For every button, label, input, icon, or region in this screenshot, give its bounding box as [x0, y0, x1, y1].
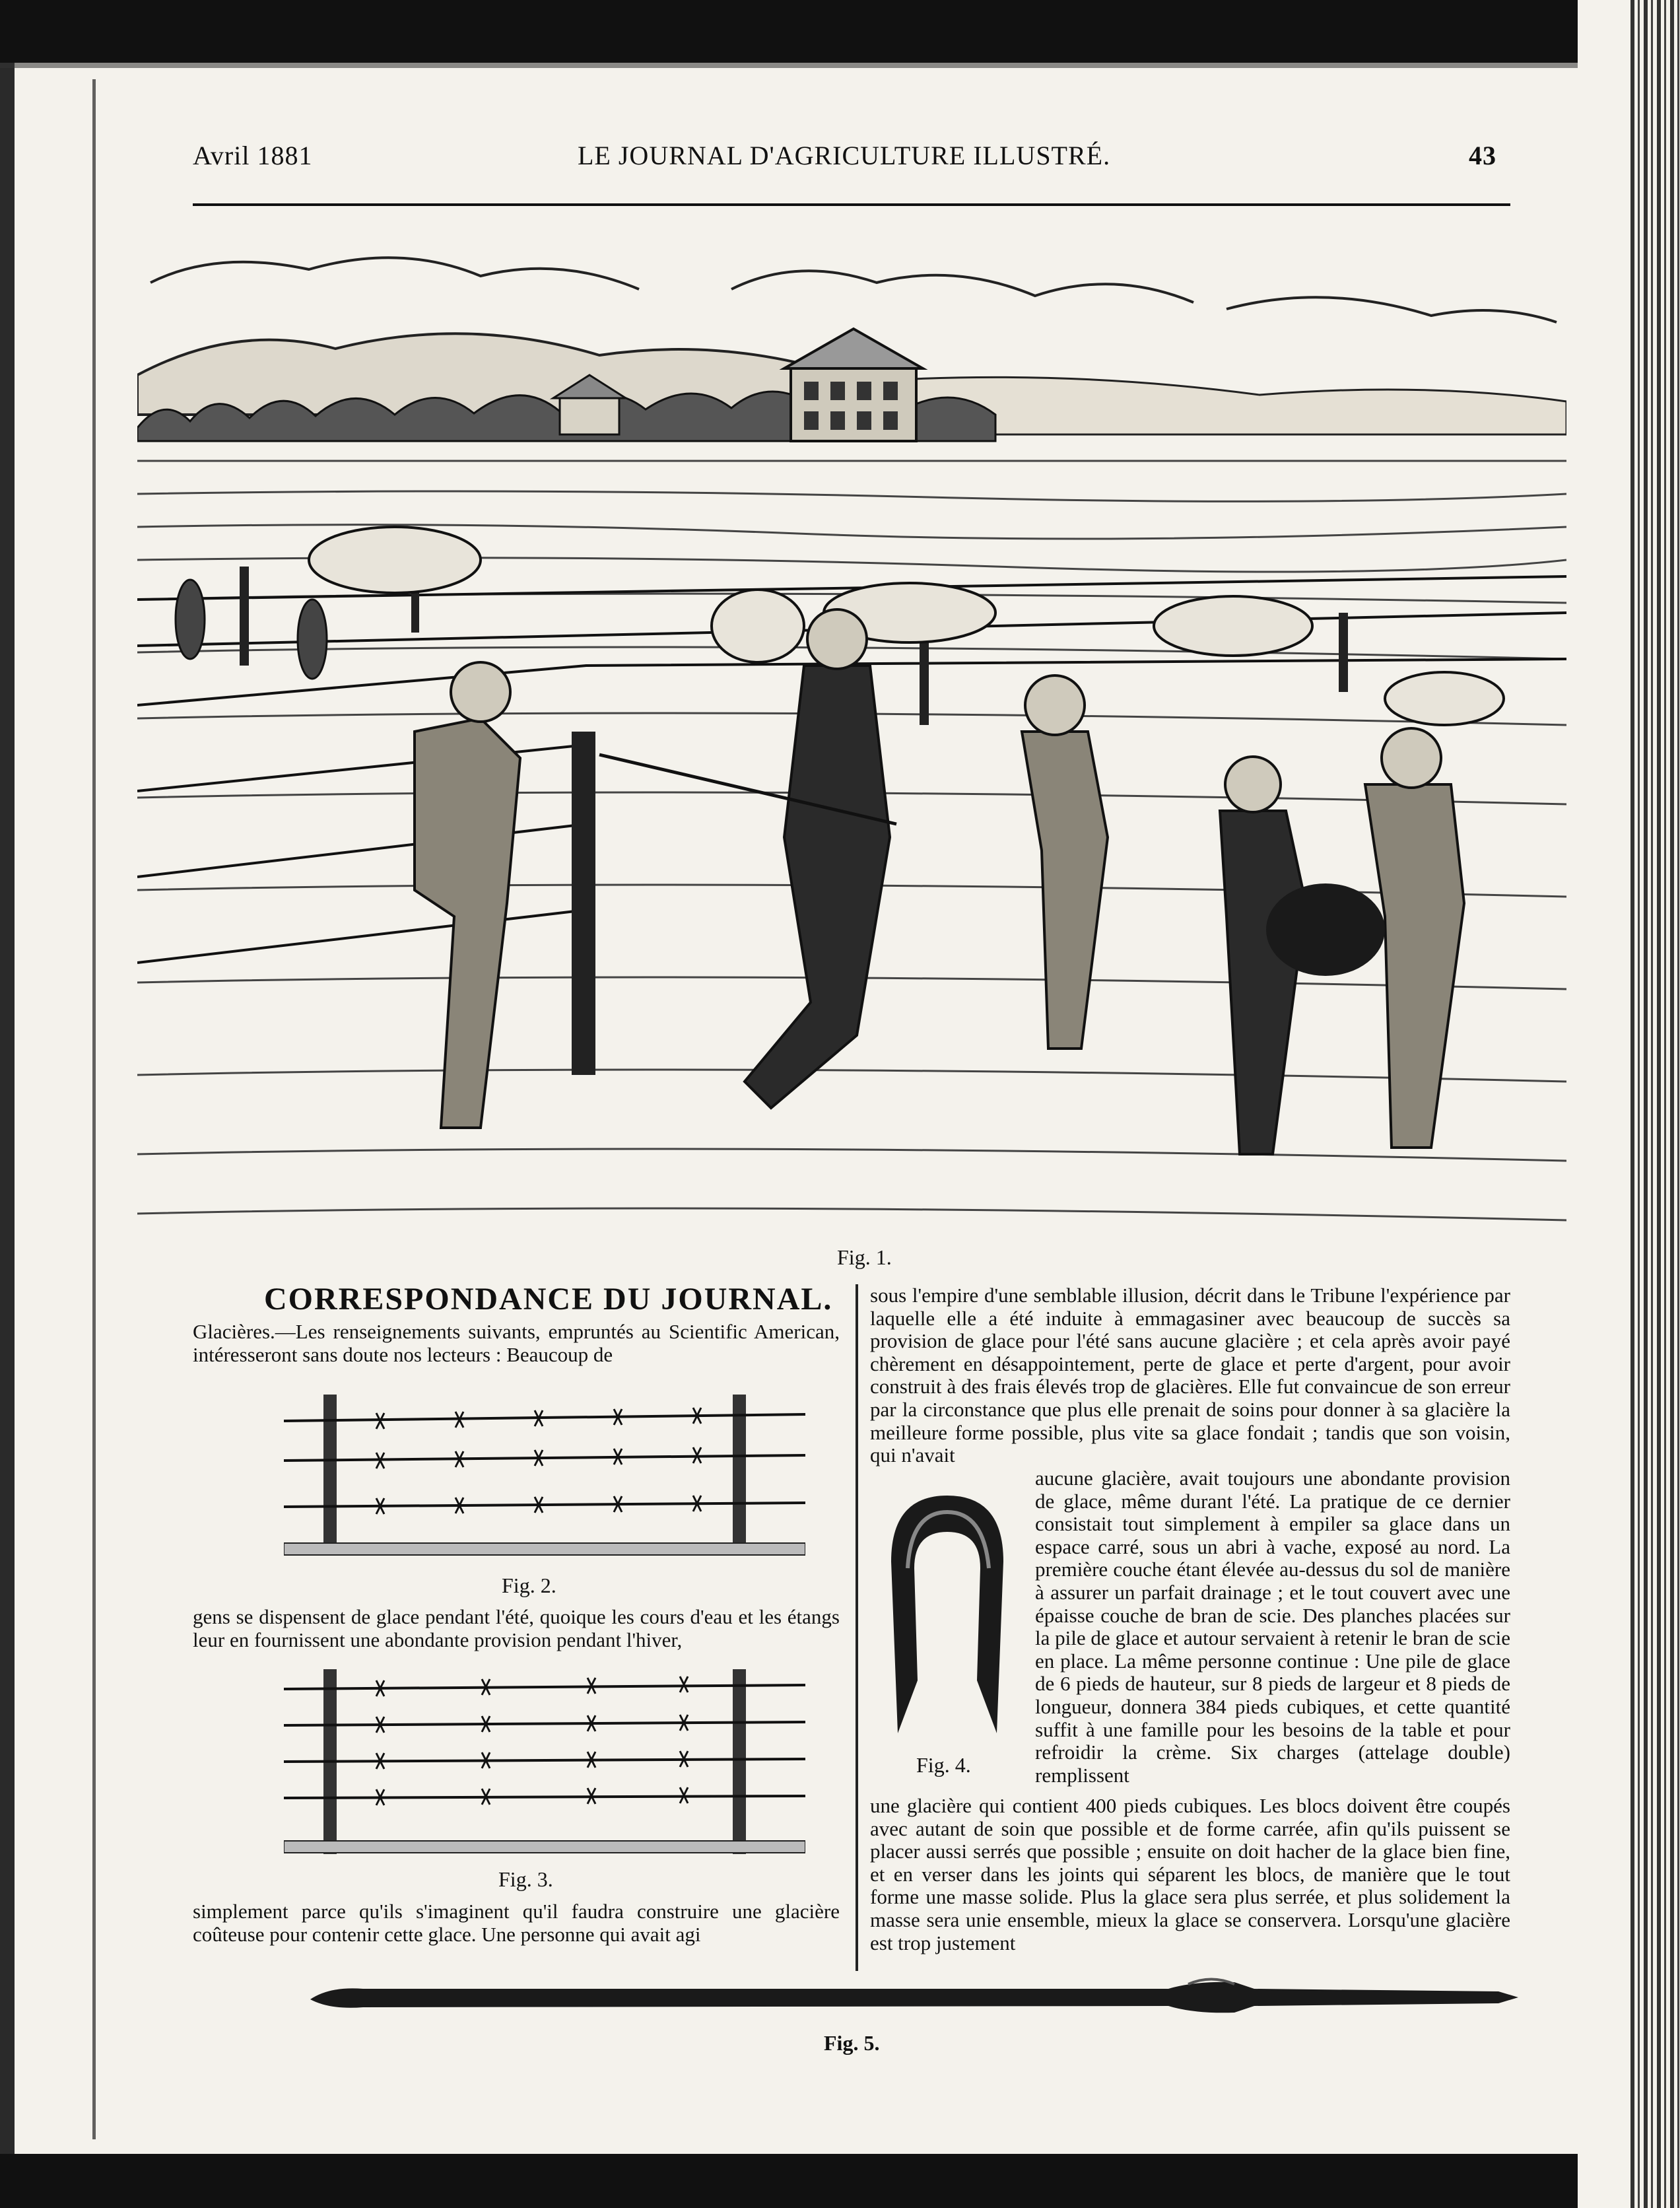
- intro-paragraph: Glacières.—Les renseignements suivants, empruntés au Scientific American, intéresseront sans doute nos lecteurs : Beaucoup de: [193, 1320, 840, 1366]
- header-page-number: 43: [1469, 141, 1496, 170]
- fig1-caption: Fig. 1.: [837, 1245, 892, 1269]
- scan-top-border: [0, 0, 1578, 63]
- left-column-intro: [193, 1321, 840, 1366]
- left-column-middle: [193, 1606, 840, 1651]
- fig1-farm-fencing-illustration: [137, 243, 1566, 1241]
- right-column-top: [870, 1284, 1510, 1467]
- fig3-barbed-wire-fence: [284, 1663, 805, 1861]
- header-journal-title: LE JOURNAL D'AGRICULTURE ILLUSTRÉ.: [578, 141, 1111, 170]
- end-paragraph: simplement parce qu'ils s'imaginent qu'il faudra construire une glacière coûteuse pour contenir cette glace. Une personne qui avait agi: [193, 1900, 840, 1946]
- header-rule: [193, 203, 1510, 206]
- right-column-wrap: [1035, 1467, 1510, 1787]
- fig4-fence-staple: [871, 1482, 1023, 1737]
- fig2-caption: Fig. 2.: [502, 1573, 556, 1597]
- right-paragraph-top: sous l'empire d'une semblable illusion, décrit dans le Tribune l'expérience par laquelle elle a été induite à emmagasiner avec beaucoup de succès sa provision de glace pour l'été sans aucune glacière ; et cela après avoir payé chèrement en désappointement, perte de glace et perte d'argent, pour avoir construit à des frais élevés trop de glacières. Elle fut convaincue de son erreur par la circonstance que plus elle prenait de soins pour donner à sa glacière la meilleure forme possible, plus vite sa glace fondait ; tandis que son voisin, qui n'avait: [870, 1284, 1510, 1467]
- right-paragraph-bottom: une glacière qui contient 400 pieds cubiques. Les blocs doivent être coupés avec autant de soin que possible et de forme carrée, afin qu'ils puissent se placer aussi serrés que possible ; ensuite on doit hacher de la glace bien fine, et en verser dans les joints qui séparent les blocs, de manière que le tout forme une masse solide. Plus la glace sera plus serrée, et plus solidement la masse sera unie ensemble, mieux la glace se conservera. Lorsqu'une glacière est trop justement: [870, 1794, 1510, 1954]
- fig3-caption: Fig. 3.: [498, 1867, 553, 1891]
- middle-paragraph: gens se dispensent de glace pendant l'été, quoique les cours d'eau et les étangs leur en fournissent une abondante provision pendant l'hiver,: [193, 1605, 840, 1651]
- fig2-barbed-wire-fence: [284, 1381, 805, 1566]
- scan-top-shadow: [0, 63, 1578, 68]
- fig5-wire-tool: [310, 1974, 1518, 2020]
- column-rule: [856, 1284, 858, 1971]
- scan-bottom-border: [0, 2154, 1578, 2208]
- scan-left-edge: [0, 0, 15, 2208]
- left-column-end: [193, 1900, 840, 1946]
- scan-right-edge: [1630, 0, 1680, 2208]
- right-paragraph-wrap: aucune glacière, avait toujours une abondante provision de glace, même durant l'été. La pratique de ce dernier consistait tout simplement à empiler sa glace dans un espace carré, sous un abri à vache, exposé au nord. La première couche étant élevée au-dessus du sol de manière à assurer un parfait drainage ; et le tout couvert avec une épaisse couche de bran de scie. Des planches placées sur la pile de glace et autour servaient à retenir le bran de scie en place. La même personne continue : Une pile de glace de 6 pieds de hauteur, sur 8 pieds de largeur et 8 pieds de longueur, donnera 384 pieds cubiques, et cette quantité suffit à une famille pour les besoins de la table et pour refroidir la crème. Six charges (attelage double) remplissent: [1035, 1466, 1510, 1787]
- fig5-caption: Fig. 5.: [824, 2031, 880, 2055]
- fig4-caption: Fig. 4.: [916, 1753, 971, 1777]
- header-date: Avril 1881: [193, 141, 313, 170]
- page-left-rule: [92, 79, 96, 2139]
- right-column-bottom: [870, 1795, 1510, 1954]
- article-title: CORRESPONDANCE DU JOURNAL.: [264, 1282, 833, 1317]
